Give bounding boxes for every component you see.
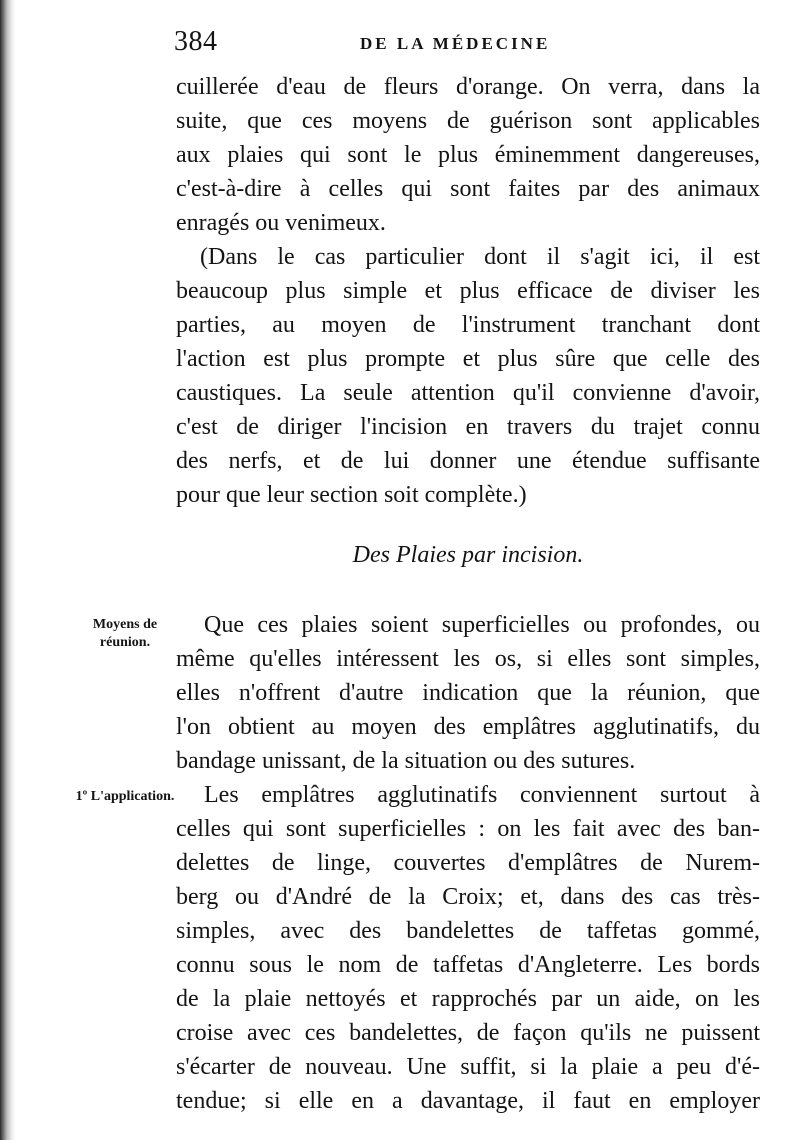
text-line: des nerfs, et de lui donner une étendue suffisante xyxy=(176,448,760,474)
margin-note: Moyens de réunion. xyxy=(92,617,158,650)
text-line: c'est-à-dire à celles qui sont faites par des animaux xyxy=(176,176,760,202)
page-number: 384 xyxy=(174,26,218,57)
text-line: même qu'elles intéressent les os, si elles sont simples, xyxy=(176,646,760,672)
text-line: caustiques. La seule attention qu'il convienne d'avoir, xyxy=(176,380,760,406)
text-line: cuillerée d'eau de fleurs d'orange. On verra, dans la xyxy=(176,74,760,100)
text-line: Les emplâtres agglutinatifs conviennent surtout à xyxy=(204,782,760,808)
text-line: enragés ou venimeux. xyxy=(176,210,386,236)
text-line: parties, au moyen de l'instrument tranchant dont xyxy=(176,312,760,338)
running-title: DE LA MÉDECINE xyxy=(360,34,551,53)
text-line: connu sous le nom de taffetas d'Angleterre. Les bords xyxy=(176,952,760,978)
page-gutter-shadow xyxy=(0,0,16,1140)
text-line: l'on obtient au moyen des emplâtres agglutinatifs, du xyxy=(176,714,760,740)
text-line: tendue; si elle en a davantage, il faut en employer xyxy=(176,1088,760,1114)
text-line: (Dans le cas particulier dont il s'agit ici, il est xyxy=(200,244,760,270)
text-line: beaucoup plus simple et plus efficace de diviser les xyxy=(176,278,760,304)
text-line: suite, que ces moyens de guérison sont applicables xyxy=(176,108,760,134)
text-line: s'écarter de nouveau. Une suffit, si la plaie a peu d'é- xyxy=(176,1054,760,1080)
text-line: c'est de diriger l'incision en travers du trajet connu xyxy=(176,414,760,440)
text-line: delettes de linge, couvertes d'emplâtres de Nurem- xyxy=(176,850,760,876)
text-line: elles n'offrent d'autre indication que la réunion, que xyxy=(176,680,760,706)
text-line: croise avec ces bandelettes, de façon qu'ils ne puissent xyxy=(176,1020,760,1046)
text-line: aux plaies qui sont le plus éminemment dangereuses, xyxy=(176,142,760,168)
text-line: l'action est plus prompte et plus sûre que celle des xyxy=(176,346,760,372)
text-line: celles qui sont superficielles : on les fait avec des ban- xyxy=(176,816,760,842)
text-line: bandage unissant, de la situation ou des sutures. xyxy=(176,748,636,774)
text-line: simples, avec des bandelettes de taffetas gommé, xyxy=(176,918,760,944)
text-line: de la plaie nettoyés et rapprochés par un aide, on les xyxy=(176,986,760,1012)
page-header xyxy=(174,22,760,66)
section-heading: Des Plaies par incision. xyxy=(352,542,584,568)
text-line: berg ou d'André de la Croix; et, dans des cas très- xyxy=(176,884,760,910)
text-line: pour que leur section soit complète.) xyxy=(176,482,527,508)
text-line: Que ces plaies soient superficielles ou profondes, ou xyxy=(204,612,760,638)
margin-note: 1º L'application. xyxy=(75,789,175,804)
